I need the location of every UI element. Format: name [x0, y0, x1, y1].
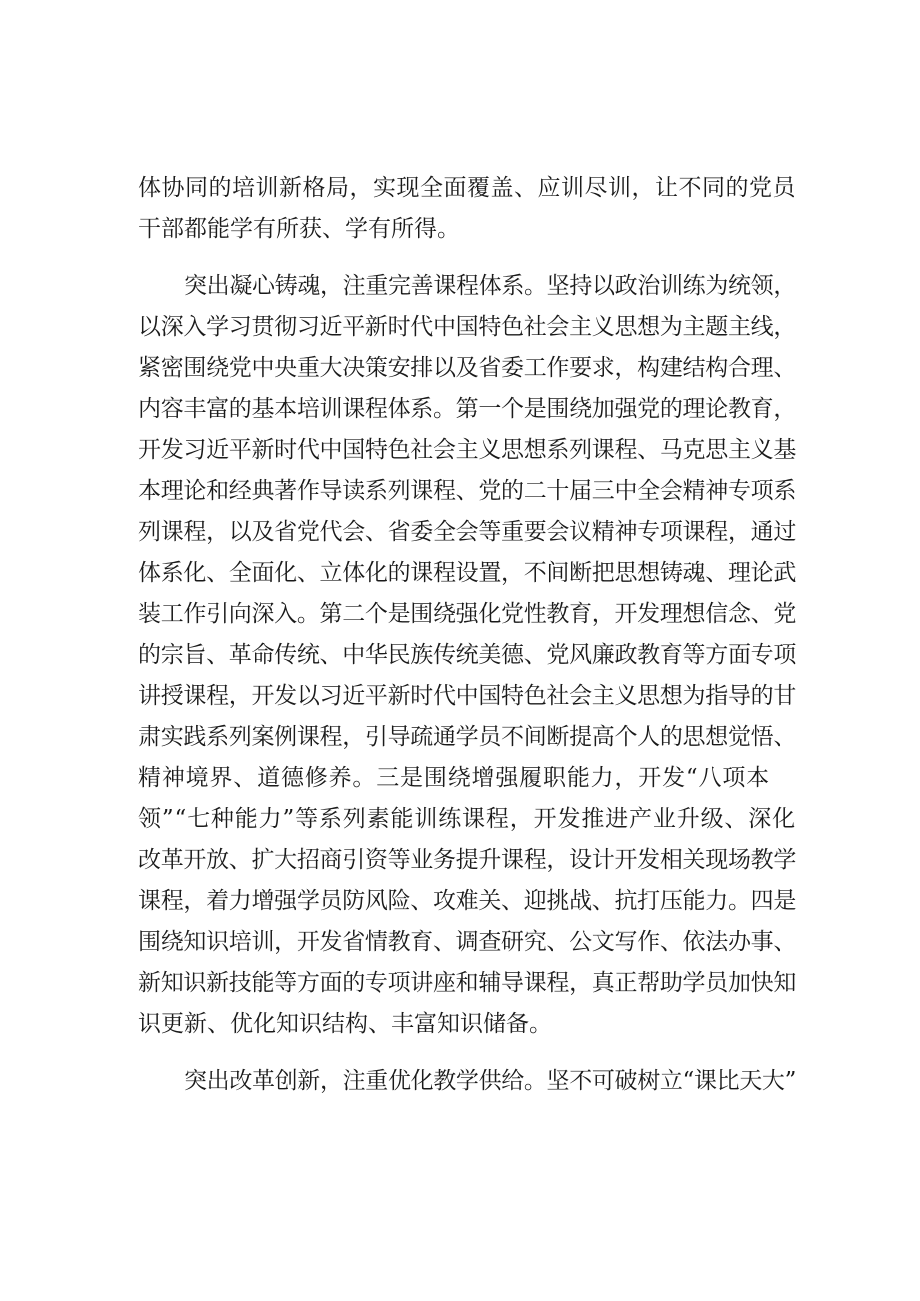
text-line: 精神境界、道德修养。三是围绕增强履职能力，开发“八项本: [138, 765, 770, 791]
text-line: 讲授课程，开发以习近平新时代中国特色社会主义思想为指导的甘: [138, 683, 797, 709]
text-line: 突出凝心铸魂，注重完善课程体系。坚持以政治训练为统领，: [184, 273, 797, 299]
text-line: 以深入学习贯彻习近平新时代中国特色社会主义思想为主题主线，: [138, 314, 797, 340]
text-line: 的宗旨、革命传统、中华民族传统美德、党风廉政教育等方面专项: [138, 642, 797, 668]
text-line: 肃实践系列案例课程，引导疏通学员不间断提高个人的思想觉悟、: [138, 724, 797, 750]
text-line: 领”“七种能力”等系列素能训练课程，开发推进产业升级、深化: [138, 806, 796, 832]
text-line: 新知识新技能等方面的专项讲座和辅导课程，真正帮助学员加快知: [138, 970, 797, 996]
text-line: 干部都能学有所获、学有所得。: [138, 216, 460, 242]
text-line: 内容丰富的基本培训课程体系。第一个是围绕加强党的理论教育，: [138, 396, 797, 422]
text-line: 突出改革创新，注重优化教学供给。坚不可破树立“课比天大”: [184, 1068, 796, 1094]
text-line: 改革开放、扩大招商引资等业务提升课程，设计开发相关现场教学: [138, 847, 797, 873]
text-line: 列课程，以及省党代会、省委全会等重要会议精神专项课程，通过: [138, 519, 797, 545]
text-line: 识更新、优化知识结构、丰富知识储备。: [138, 1011, 552, 1037]
text-line: 课程，着力增强学员防风险、攻难关、迎挑战、抗打压能力。四是: [138, 888, 797, 914]
text-line: 体协同的培训新格局，实现全面覆盖、应训尽训，让不同的党员: [138, 175, 796, 201]
text-line: 开发习近平新时代中国特色社会主义思想系列课程、马克思主义基: [138, 437, 797, 463]
text-line: 围绕知识培训，开发省情教育、调查研究、公文写作、依法办事、: [138, 929, 797, 955]
text-line: 本理论和经典著作导读系列课程、党的二十届三中全会精神专项系: [138, 478, 797, 504]
text-line: 装工作引向深入。第二个是围绕强化党性教育，开发理想信念、党: [138, 601, 797, 627]
text-line: 体系化、全面化、立体化的课程设置，不间断把思想铸魂、理论武: [138, 560, 797, 586]
text-line: 紧密围绕党中央重大决策安排以及省委工作要求，构建结构合理、: [138, 355, 797, 381]
